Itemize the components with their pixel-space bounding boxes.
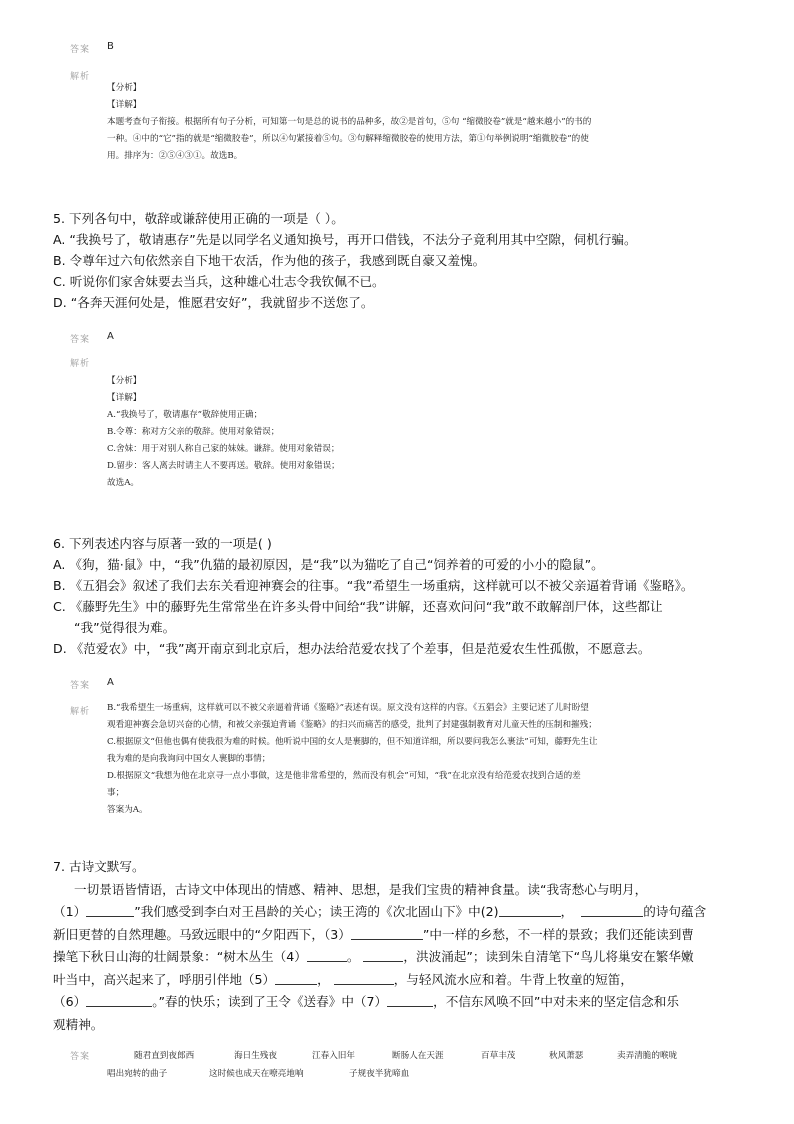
answer-item: 江春入旧年 bbox=[312, 1051, 355, 1061]
analysis-line: 我为难的是向我询问中国女人裹脚的事情； bbox=[107, 754, 271, 764]
analysis-line: C.舍妹：用于对别人称自己家的妹妹。谦辞。使用对象错误； bbox=[107, 444, 340, 454]
fill-blank-5a[interactable] bbox=[275, 972, 317, 985]
answer-item: 随君直到夜郎西 bbox=[134, 1051, 195, 1061]
analysis-line: 【详解】 bbox=[107, 100, 142, 110]
question-text-line bbox=[53, 901, 706, 924]
answer-value: A bbox=[107, 677, 114, 688]
question-text-line bbox=[53, 924, 706, 947]
answer-item: 唱出宛转的曲子 bbox=[107, 1069, 168, 1079]
text-segment: 操笔下秋日山海的壮阔景象：“树木丛生（4） bbox=[53, 949, 307, 964]
text-segment: ， bbox=[317, 971, 330, 987]
text-segment: ”中一样的乡愁，不一样的景致；我们还能读到曹 bbox=[422, 926, 694, 942]
analysis-line: B.“我希望生一场重病，这样就可以不被父亲逼着背诵《鉴略》”表述有误。原文没有这样的内容。《五猖会》主要记述了儿时盼望 bbox=[107, 703, 589, 713]
text-segment: ，洪波涌起”；读到朱自清笔下“鸟儿将巢安在繁华嫩 bbox=[403, 949, 694, 964]
text-segment: 叶当中，高兴起来了，呼朋引伴地（5） bbox=[53, 971, 276, 987]
option-b: B. 令尊年过六旬依然亲自下地干农活，作为他的孩子，我感到既自豪又羞愧。 bbox=[53, 253, 486, 268]
question-text-line bbox=[53, 946, 706, 969]
q6-analysis bbox=[107, 700, 597, 819]
answer-label: 答案 bbox=[70, 335, 91, 345]
analysis-line: 用。排序为：②⑤④③①。故选B。 bbox=[107, 151, 243, 161]
question-text-line bbox=[53, 991, 706, 1014]
option-b: B. 《五猖会》叙述了我们去东关看迎神赛会的往事。“我”希望生一场重病，这样就可以不被父亲逼着背诵《鉴略》。 bbox=[53, 578, 694, 593]
analysis-label: 解析 bbox=[70, 707, 91, 717]
fill-blank-6[interactable] bbox=[86, 994, 152, 1007]
answer-item: 子规夜半犹啼血 bbox=[349, 1069, 410, 1079]
question-text-line: 观精神。 bbox=[53, 1016, 104, 1032]
fill-blank-2b[interactable] bbox=[581, 904, 643, 917]
fill-blank-1[interactable] bbox=[86, 904, 134, 917]
option-d: D. 《范爱农》中，“我”离开南京到北京后，想办法给范爱农找了个差事，但是范爱农生性孤傲，不愿意去。 bbox=[53, 641, 651, 656]
analysis-line: C.根据原文“但他也偶有使我很为难的时候。他听说中国的女人是裹脚的，但不知道详细，所以要问我怎么裹法”可知，藤野先生让 bbox=[107, 737, 598, 747]
text-segment: （1） bbox=[53, 904, 87, 919]
fill-blank-5b[interactable] bbox=[334, 972, 394, 985]
question-title: 7. 古诗文默写。 bbox=[53, 859, 145, 874]
option-a: A. “我换号了，敬请惠存”先是以同学名义通知换号，再开口借钱，不法分子竟利用其中空隙，伺机行骗。 bbox=[53, 232, 637, 247]
fill-blank-3[interactable] bbox=[351, 927, 423, 940]
analysis-line: 故选A。 bbox=[107, 478, 139, 488]
analysis-line: 【详解】 bbox=[107, 393, 142, 403]
fill-blank-4b[interactable] bbox=[363, 949, 403, 962]
answer-item: 百草丰茂 bbox=[481, 1051, 516, 1061]
question-title: 6. 下列表述内容与原著一致的一项是( ) bbox=[53, 536, 272, 551]
fill-blank-7[interactable] bbox=[387, 994, 433, 1007]
text-segment: 。”春的快乐；读到了王令《送春》中（7） bbox=[152, 994, 388, 1009]
q5-analysis bbox=[107, 373, 340, 492]
question-5 bbox=[53, 208, 637, 313]
text-segment: （6） bbox=[53, 994, 87, 1009]
answer-item: 这时候也成天在嘹亮地响 bbox=[209, 1069, 304, 1079]
analysis-line: 一种。④中的“它”指的就是“缩微胶卷”，所以④句紧接着⑤句。③句解释缩微胶卷的使用方法，第①句举例说明“缩微胶卷”的使 bbox=[107, 134, 589, 144]
option-c: C. 听说你们家舍妹要去当兵，这种雄心壮志令我钦佩不已。 bbox=[53, 274, 385, 289]
analysis-line: 答案为A。 bbox=[107, 805, 148, 815]
text-segment: ，不信东风唤不回”中对未来的坚定信念和乐 bbox=[433, 994, 679, 1009]
option-c: C. 《藤野先生》中的藤野先生常常坐在许多头骨中间给“我”讲解，还喜欢问问“我”敢不敢解剖尸体，这些都让 bbox=[53, 599, 663, 614]
answer-item: 海日生残夜 bbox=[234, 1051, 277, 1061]
analysis-line: D.留步：客人离去时请主人不要再送。敬辞。使用对象错误； bbox=[107, 461, 340, 471]
question-text-line: 一切景语皆情语，古诗文中体现出的情感、精神、思想，是我们宝贵的精神食量。读“我寄愁心与明月， bbox=[74, 881, 648, 897]
answer-item: 秋风萧瑟 bbox=[549, 1051, 584, 1061]
analysis-label: 解析 bbox=[70, 359, 91, 369]
answer-label: 答案 bbox=[70, 45, 91, 55]
fill-blank-4a[interactable] bbox=[307, 949, 347, 962]
analysis-line: 观看迎神赛会急切兴奋的心情，和被父亲强迫背诵《鉴略》的扫兴而痛苦的感受，批判了封建强制教育对儿童天性的压制和摧残； bbox=[107, 720, 597, 730]
question-7 bbox=[53, 856, 706, 1036]
text-segment: ”我们感受到李白对王昌龄的关心；读王湾的《次北固山下》中(2) bbox=[134, 904, 499, 919]
question-title: 5. 下列各句中，敬辞或谦辞使用正确的一项是（ ）。 bbox=[53, 211, 344, 226]
question-6 bbox=[53, 533, 694, 659]
answer-item: 卖弄清脆的喉咙 bbox=[617, 1051, 678, 1061]
text-segment: ， bbox=[560, 904, 574, 919]
fill-blank-2a[interactable] bbox=[499, 904, 561, 917]
answer-value: A bbox=[107, 331, 114, 342]
text-segment: 的诗句蕴含 bbox=[643, 904, 707, 919]
option-a: A. 《狗，猫·鼠》中，“我”仇猫的最初原因，是“我”以为猫吃了自己“饲养着的可爱的小小的隐鼠”。 bbox=[53, 557, 604, 572]
answer-item: 断肠人在天涯 bbox=[392, 1051, 444, 1061]
analysis-line: B.令尊：称对方父亲的敬辞。使用对象错误； bbox=[107, 427, 280, 437]
q4-analysis bbox=[107, 80, 591, 165]
analysis-label: 解析 bbox=[70, 72, 91, 82]
option-c-continued: “我”觉得很为难。 bbox=[74, 620, 176, 635]
text-segment: 新旧更替的自然理趣。马致远眼中的“夕阳西下，（3） bbox=[53, 926, 351, 942]
analysis-line: 事； bbox=[107, 788, 125, 798]
option-d: D. “各奔天涯何处是，惟愿君安好”，我就留步不送您了。 bbox=[53, 295, 374, 310]
answer-value: B bbox=[107, 41, 114, 52]
answer-label: 答案 bbox=[70, 1052, 91, 1062]
analysis-line: 本题考查句子衔接。根据所有句子分析，可知第一句是总的说书的品种多，故②是首句，⑤句 “缩微胶卷”就是“越来越小”的书的 bbox=[107, 117, 592, 127]
question-text-line bbox=[53, 969, 706, 992]
analysis-line: A.“我换号了，敬请惠存”敬辞使用正确； bbox=[107, 410, 263, 420]
analysis-line: D.根据原文“我想为他在北京寻一点小事做，这是他非常希望的，然而没有机会”可知，“我”在北京没有给范爱农找到合适的差 bbox=[107, 771, 581, 781]
analysis-line: 【分析】 bbox=[107, 83, 142, 93]
text-segment: 。 bbox=[346, 949, 360, 964]
analysis-line: 【分析】 bbox=[107, 376, 142, 386]
text-segment: ，与轻风流水应和着。牛背上牧童的短笛， bbox=[393, 971, 633, 987]
answer-label: 答案 bbox=[70, 681, 91, 691]
